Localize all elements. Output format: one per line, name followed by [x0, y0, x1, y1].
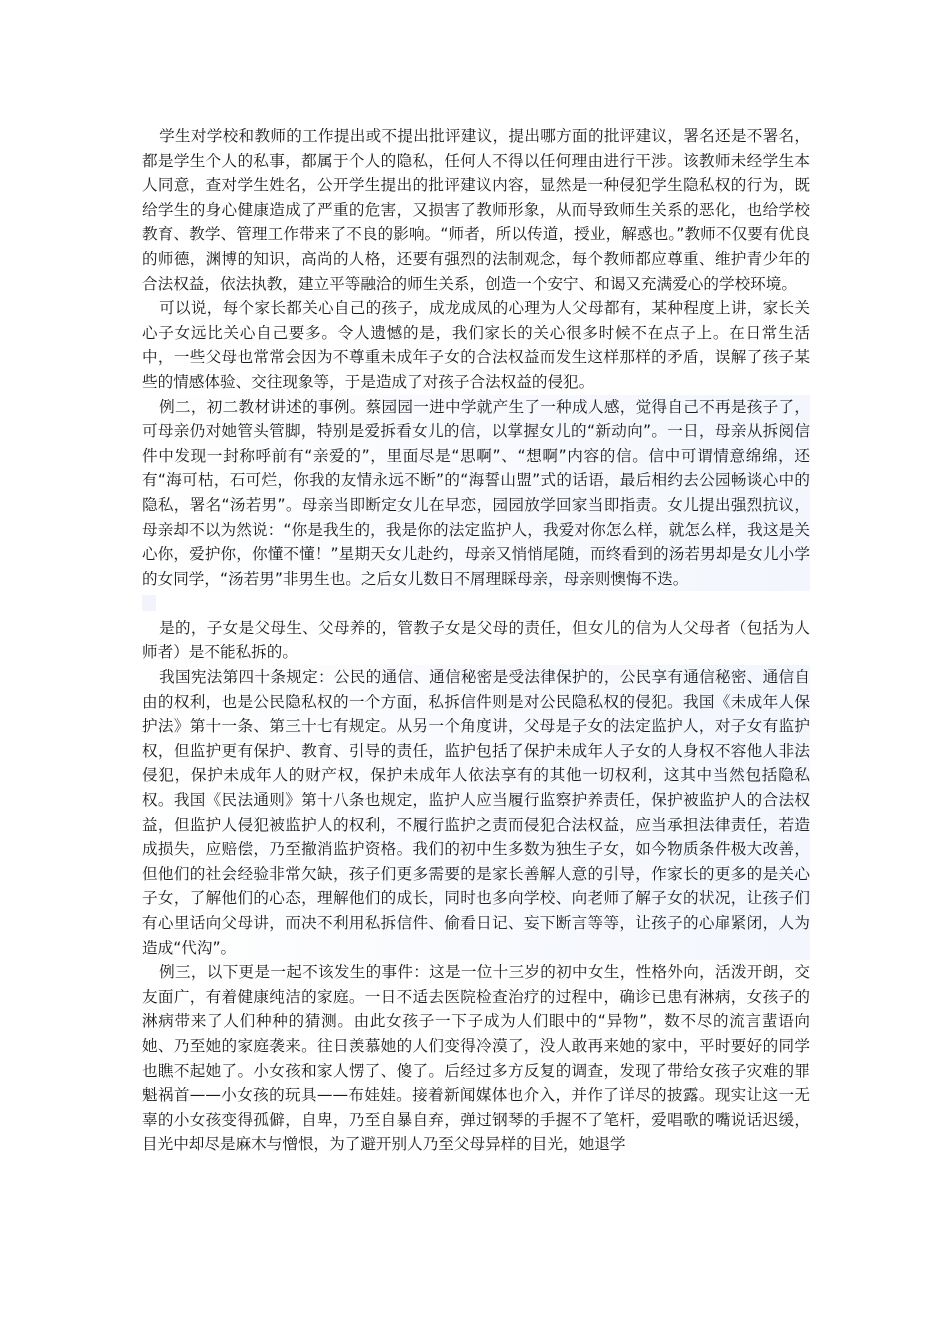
paragraph-example-two: 例二，初二教材讲述的事例。蔡园园一进中学就产生了一种成人感，觉得自己不再是孩子了，可母亲仍对她管头管脚，特别是爱拆看女儿的信，以掌握女儿的“新动向”。一日，母亲从拆阅信件中发现一封称呼前有“亲爱的”，里面尽是“思啊”、“想啊”内容的信。信中可谓情意绵绵，还有“海可枯，石可烂，你我的友情永远不断”的“海誓山盟”式的话语，最后相约去公园畅谈心中的隐私，署名“汤若男”。母亲当即断定女儿在早恋，园园放学回家当即指责。女儿提出强烈抗议，母亲却不以为然说：“你是我生的，我是你的法定监护人，我爱对你怎么样，就怎么样，我这是关心你，爱护你，你懂不懂！”星期天女儿赴约，母亲又悄悄尾随，而终看到的汤若男却是女儿小学的女同学，“汤若男”非男生也。之后女儿数日不屑理睬母亲，母亲则懊悔不迭。: [142, 395, 810, 592]
paragraph-gap: [142, 591, 810, 616]
paragraph-parents-care: 可以说，每个家长都关心自己的孩子，成龙成凤的心理为人父母都有，某种程度上讲，家长关心子女远比关心自己要多。令人遗憾的是，我们家长的关心很多时候不在点子上。在日常生活中，一些父母也常常会因为不尊重未成年子女的合法权益而发生这样那样的矛盾，误解了孩子某些的情感体验、交往现象等，于是造成了对孩子合法权益的侵犯。: [142, 299, 810, 391]
paragraph-example-three: 例三，以下更是一起不该发生的事件：这是一位十三岁的初中女生，性格外向，活泼开朗，交友面广，有着健康纯洁的家庭。一日不适去医院检查治疗的过程中，确诊已患有淋病，女孩子的淋病带来了人们种种的猜测。由此女孩子一下子成为人们眼中的“异物”，数不尽的流言蜚语向她、乃至她的家庭袭来。往日羡慕她的人们变得冷漠了，没人敢再来她的家中，平时要好的同学也瞧不起她了。小女孩和家人愣了、傻了。后经过多方反复的调查，发现了带给女孩子灾难的罪魁祸首——小女孩的玩具——布娃娃。接着新闻媒体也介入，并作了详尽的披露。现实让这一无辜的小女孩变得孤僻，自卑，乃至自暴自弃，弹过钢琴的手握不了笔杆，爱唱歌的嘴说话迟缓，目光中却尽是麻木与憎恨，为了避开别人乃至父母异样的目光，她退学: [142, 963, 810, 1154]
document-body: [142, 124, 810, 1157]
paragraph-constitution-article: 我国宪法第四十条规定：公民的通信、通信秘密是受法律保护的，公民享有通信秘密、通信自由的权利，也是公民隐私权的一个方面，私拆信件则是对公民隐私权的侵犯。我国《未成年人保护法》第十一条、第三十七有规定。从另一个角度讲，父母是子女的法定监护人，对子女有监护权，但监护更有保护、教育、引导的责任，监护包括了保护未成年人子女的人身权不容他人非法侵犯，保护未成年人的财产权，保护未成年人依法享有的其他一切权利，这其中当然包括隐私权。我国《民法通则》第十八条也规定，监护人应当履行监察护养责任，保护被监护人的合法权益，但监护人侵犯被监护人的权利，不履行监护之责而侵犯合法权益，应当承担法律责任，若造成损失，应赔偿，乃至撤消监护资格。我们的初中生多数为独生子女，如今物质条件极大改善，但他们的社会经验非常欠缺，孩子们更多需要的是家长善解人意的引导，作家长的更多的是关心子女，了解他们的心态，理解他们的成长，同时也多向学校、向老师了解子女的状况，让孩子们有心里话向父母讲，而决不利用私拆信件、偷看日记、妄下断言等等，让孩子的心扉紧闭，人为造成“代沟”。: [142, 665, 810, 960]
blank-line-mark: [142, 595, 156, 611]
paragraph-teacher-privacy: 学生对学校和教师的工作提出或不提出批评建议，提出哪方面的批评建议，署名还是不署名，都是学生个人的私事，都属于个人的隐私，任何人不得以任何理由进行干涉。该教师未经学生本人同意，查对学生姓名，公开学生提出的批评建议内容，显然是一种侵犯学生隐私权的行为，既给学生的身心健康造成了严重的危害，又损害了教师形象，从而导致师生关系的恶化，也给学校教育、教学、管理工作带来了不良的影响。“师者，所以传道，授业，解惑也。”教师不仅要有优良的师德，渊博的知识，高尚的人格，还要有强烈的法制观念，每个教师都应尊重、维护青少年的合法权益，依法执教，建立平等融洽的师生关系，创造一个安宁、和谒又充满爱心的学校环境。: [142, 127, 810, 293]
paragraph-letters-private: 是的，子女是父母生、父母养的，管教子女是父母的责任，但女儿的信为人父母者（包括为人师者）是不能私拆的。: [142, 618, 810, 662]
